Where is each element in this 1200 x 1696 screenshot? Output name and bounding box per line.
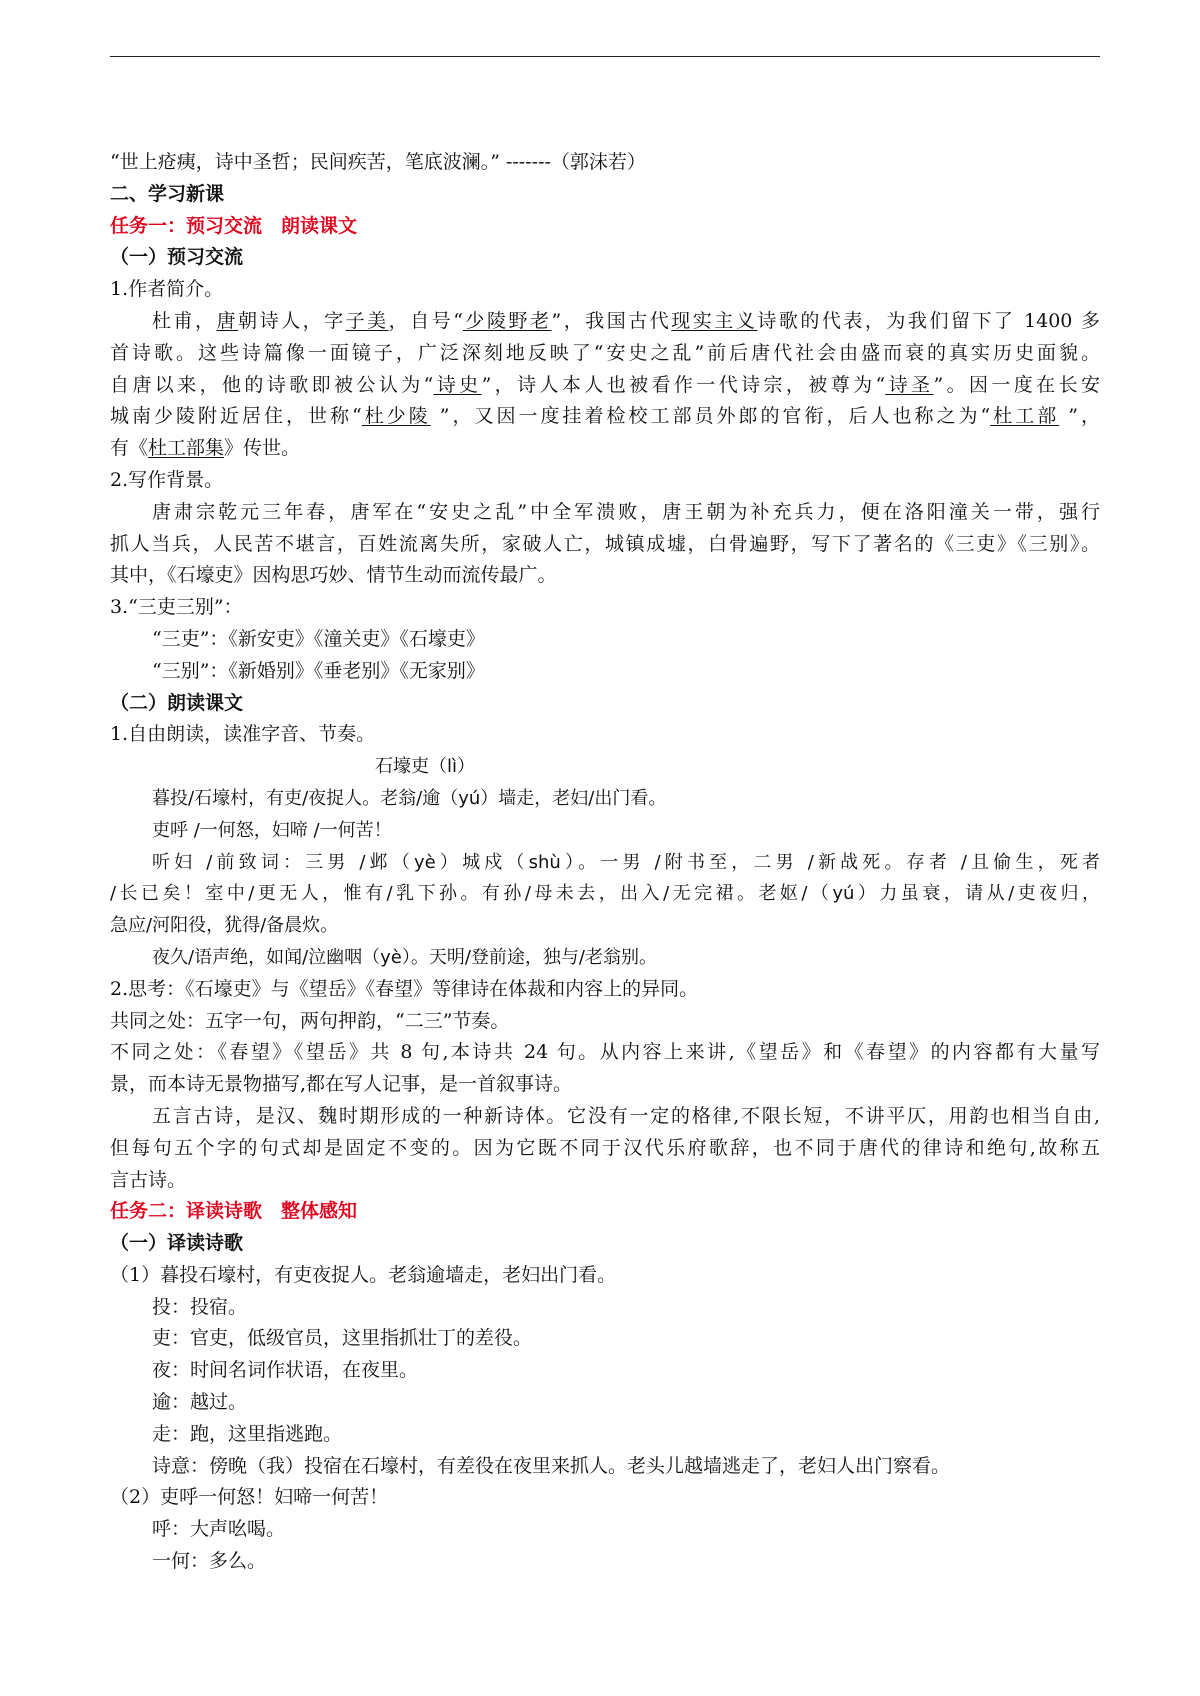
author-intro-line: 城南少陵附近居住，世称“杜少陵 ”，又因一度挂着检校工部员外郎的官衔，后人也称之为“杜工部 ”，	[110, 405, 1100, 428]
gloss-line: 诗意：傍晚（我）投宿在石壕村，有差役在夜里来抓人。老头儿越墙逃走了，老妇人出门察看。	[152, 1454, 951, 1477]
poem-line: 听妇 /前致词：三男 /邺（yè）城戍（shù）。一男 /附书至，二男 /新战死。存者 /且偷生，死者	[152, 851, 1100, 873]
sanli-line: “三吏”：《新安吏》《潼关吏》《石壕吏》	[152, 627, 485, 650]
poem-line: 急应/河阳役，犹得/备晨炊。	[110, 915, 339, 937]
gloss-line: 呼：大声吆喝。	[152, 1518, 286, 1541]
header-rule	[110, 56, 1100, 57]
gloss-line: 投：投宿。	[152, 1295, 248, 1318]
difference-text: 景，而本诗无景物描写,都在写人记事，是一首叙事诗。	[110, 1073, 573, 1096]
poem-line: /长已矣！室中/更无人，惟有/乳下孙。有孙/母未去，出入/无完裙。老妪/（yú）力虽衰，请从/吏夜归，	[110, 883, 1100, 905]
translation-item: （2）吏呼一何怒！妇啼一何苦！	[110, 1486, 389, 1509]
wuyan-paragraph: 言古诗。	[110, 1168, 187, 1191]
task1-heading: 任务一：预习交流 朗读课文	[110, 214, 358, 237]
gloss-line: 夜：时间名词作状语，在夜里。	[152, 1359, 419, 1382]
poem-line: 吏呼 /一何怒，妇啼 /一何苦！	[152, 819, 392, 841]
background-line: 其中，《石壕吏》因构思巧妙、情节生动而流传最广。	[110, 564, 557, 587]
difference-text: 不同之处：《春望》《望岳》共 8 句,本诗共 24 句。从内容上来讲,《望岳》和《春望》的内容都有大量写	[110, 1041, 1100, 1064]
gloss-line: 一何：多么。	[152, 1550, 267, 1573]
poem-line: 暮投/石壕村，有吏/夜捉人。老翁/逾（yú）墙走，老妇/出门看。	[152, 787, 667, 809]
section-heading: 二、学习新课	[110, 182, 225, 205]
gloss-line: 走：跑，这里指逃跑。	[152, 1422, 343, 1445]
quote: “世上疮痍，诗中圣哲；民间疾苦，笔底波澜。” -------（郭沫若）	[110, 151, 646, 173]
similarity-text: 共同之处：五字一句，两句押韵，“二三”节奏。	[110, 1009, 510, 1032]
sub-heading-preview: （一）预习交流	[110, 246, 244, 269]
sanbie-line: “三别”：《新婚别》《垂老别》《无家别》	[152, 659, 485, 682]
author-intro-line: 首诗歌。这些诗篇像一面镜子，广泛深刻地反映了“安史之乱”前后唐代社会由盛而衰的真实历史面貌。	[110, 341, 1100, 364]
author-intro-heading: 1.作者简介。	[110, 278, 224, 301]
wuyan-paragraph: 但每句五个字的句式却是固定不变的。因为它既不同于汉代乐府歌辞，也不同于唐代的律诗和绝句,故称五	[110, 1136, 1100, 1159]
gloss-line: 逾：越过。	[152, 1391, 248, 1414]
poem-line: 夜久/语声绝，如闻/泣幽咽（yè）。天明/登前途，独与/老翁别。	[152, 946, 657, 968]
task2-heading: 任务二：译读诗歌 整体感知	[110, 1200, 358, 1223]
poem-title: 石壕吏（lì）	[375, 756, 476, 778]
document-body	[110, 147, 1100, 1578]
translation-item: （1）暮投石壕村，有吏夜捉人。老翁逾墙走，老妇出门看。	[110, 1263, 617, 1286]
author-intro-line: 杜甫，唐朝诗人，字子美，自号“少陵野老”，我国古代现实主义诗歌的代表，为我们留下了 1400 多	[152, 309, 1100, 332]
author-intro-line: 有《杜工部集》传世。	[110, 437, 301, 460]
sub-heading-reading: （二）朗读课文	[110, 691, 244, 714]
think-question: 2.思考：《石壕吏》与《望岳》《春望》等律诗在体裁和内容上的异同。	[110, 977, 699, 1000]
gloss-line: 吏：官吏，低级官员，这里指抓壮丁的差役。	[152, 1327, 533, 1350]
wuyan-paragraph: 五言古诗，是汉、魏时期形成的一种新诗体。它没有一定的格律,不限长短，不讲平仄，用韵也相当自由,	[152, 1104, 1100, 1127]
author-intro-line: 自唐以来，他的诗歌即被公认为“诗史”，诗人本人也被看作一代诗宗，被尊为“诗圣”。因一度在长安	[110, 373, 1100, 396]
reading-instruction: 1.自由朗读，读准字音、节奏。	[110, 723, 376, 746]
sanli-sanbie-heading: 3.“三吏三别”：	[110, 596, 243, 619]
background-line: 抓人当兵，人民苦不堪言，百姓流离失所，家破人亡，城镇成墟，白骨遍野，写下了著名的《三吏》《三别》。	[110, 532, 1100, 555]
background-line: 唐肃宗乾元三年春，唐军在“安史之乱”中全军溃败，唐王朝为补充兵力，便在洛阳潼关一带，强行	[152, 500, 1100, 523]
background-heading: 2.写作背景。	[110, 468, 224, 491]
sub-heading-translation: （一）译读诗歌	[110, 1232, 244, 1255]
